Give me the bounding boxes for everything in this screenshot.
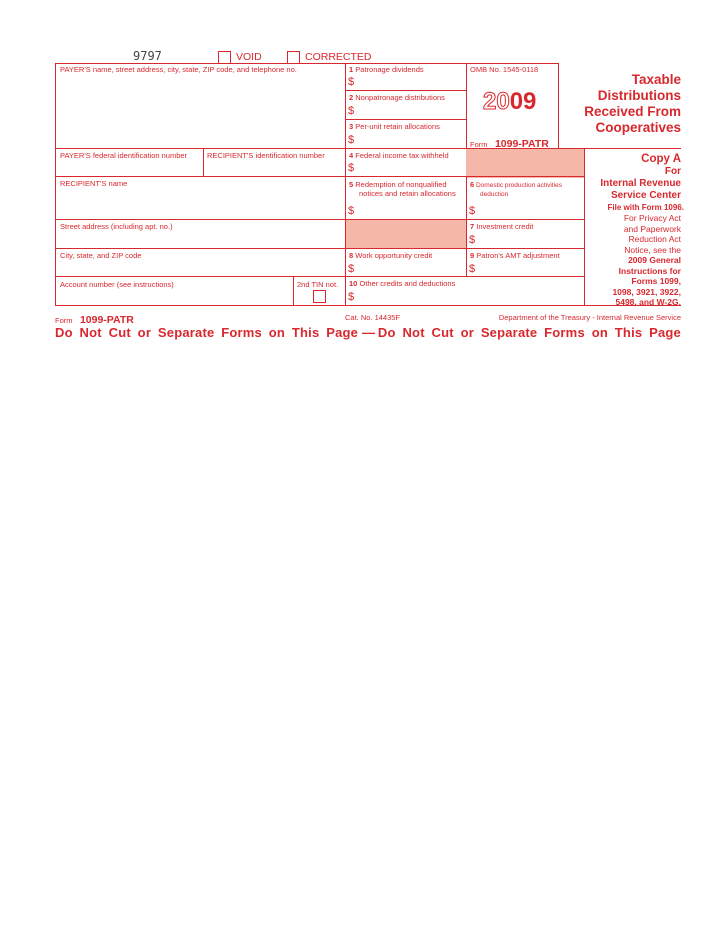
box5-dollar: $ — [348, 205, 355, 217]
box9-number: 9 — [470, 251, 475, 260]
box10-label — [349, 279, 455, 288]
box6-number: 6 — [470, 180, 475, 189]
form-name: 1099-PATR — [494, 138, 549, 150]
box2-text: Nonpatronage distributions — [355, 93, 445, 102]
box6-dollar: $ — [469, 205, 476, 217]
box7-dollar: $ — [469, 234, 476, 246]
second-tin-label: 2nd TIN not. — [297, 280, 339, 289]
payer-fid-field[interactable] — [56, 161, 202, 175]
copy-notice-6: Instructions for — [618, 265, 681, 276]
copy-notice-7: Forms 1099, — [631, 276, 681, 286]
second-tin-checkbox[interactable] — [313, 290, 326, 303]
city-field[interactable] — [56, 261, 344, 275]
box4-label — [349, 151, 449, 160]
form-code: 9797 — [133, 49, 162, 63]
footer-form-word: Form — [55, 316, 73, 325]
box8-label — [349, 251, 432, 260]
payer-name-field[interactable] — [56, 75, 344, 147]
box5-label — [349, 180, 456, 198]
copy-file-with: File with Form 1096. — [607, 203, 684, 212]
copy-a-panel — [561, 152, 684, 308]
box8-number: 8 — [349, 251, 354, 260]
form-title-line3: Received From — [584, 104, 681, 119]
tax-year-suffix: 09 — [509, 88, 537, 115]
box7-number: 7 — [470, 222, 475, 231]
box9-text: Patron's AMT adjustment — [476, 251, 560, 260]
cut-warning-right: Do Not Cut or Separate Forms on This Page — [377, 325, 681, 340]
payer-fid-label: PAYER'S federal identification number — [60, 151, 188, 160]
copy-for: For — [664, 166, 681, 177]
form-title-line4: Cooperatives — [595, 120, 681, 135]
box1-dollar: $ — [348, 76, 355, 88]
omb-number: OMB No. 1545-0118 — [470, 65, 539, 74]
copy-irs-2: Service Center — [610, 190, 681, 201]
box3-dollar: $ — [348, 134, 355, 146]
box9-label — [470, 251, 560, 260]
recipient-name-field[interactable] — [56, 189, 344, 218]
form-title-line2: Distributions — [597, 88, 681, 103]
copy-notice-9: 5498, and W-2G. — [615, 297, 681, 307]
recipient-id-field[interactable] — [204, 161, 344, 175]
copy-notice-5: 2009 General — [628, 255, 681, 265]
form-title-line1: Taxable — [631, 72, 681, 87]
box7-text: Investment credit — [476, 222, 534, 231]
form-name-top — [470, 134, 549, 152]
box6-text-1: Domestic production activities — [475, 182, 562, 189]
box3-label — [349, 122, 440, 131]
copy-notice-2: and Paperwork — [623, 223, 681, 234]
box2-field[interactable] — [358, 105, 464, 118]
catalog-number: Cat. No. 14435F — [345, 313, 401, 322]
box4-text: Federal income tax withheld — [355, 151, 449, 160]
box1-label — [349, 65, 424, 74]
box5-number: 5 — [349, 180, 354, 189]
copy-notice-3: Reduction Act — [628, 234, 681, 244]
box10-text: Other credits and deductions — [359, 279, 456, 288]
box10-dollar: $ — [348, 291, 355, 303]
box8-text: Work opportunity credit — [355, 251, 433, 260]
cut-warning-left: Do Not Cut or Separate Forms on This Page — [55, 325, 359, 340]
recipient-name-label: RECIPIENT'S name — [60, 179, 128, 188]
box7-label — [470, 222, 533, 231]
box2-dollar: $ — [348, 105, 355, 117]
account-field[interactable] — [56, 290, 292, 304]
box2-label — [349, 93, 445, 102]
account-label: Account number (see instructions) — [60, 280, 174, 289]
recipient-id-label: RECIPIENT'S identification number — [207, 151, 325, 160]
box3-text: Per-unit retain allocations — [355, 122, 440, 131]
box1-field[interactable] — [358, 76, 464, 89]
box5-text-2: notices and retain allocations — [359, 189, 456, 198]
box1-number: 1 — [349, 65, 354, 74]
box5-text-1: Redemption of nonqualified — [355, 180, 447, 189]
void-label: VOID — [236, 51, 262, 63]
payer-name-label: PAYER'S name, street address, city, state, ZIP code, and telephone no. — [60, 65, 297, 74]
copy-a-heading: Copy A — [641, 153, 681, 165]
box2-number: 2 — [349, 93, 354, 102]
box8-dollar: $ — [348, 263, 355, 275]
corrected-label: CORRECTED — [305, 51, 372, 63]
box3-field[interactable] — [358, 134, 464, 147]
department: Department of the Treasury - Internal Revenue Service — [498, 313, 681, 322]
tax-year — [483, 89, 536, 115]
copy-notice-4: Notice, see the — [624, 244, 681, 255]
street-label: Street address (including apt. no.) — [60, 222, 173, 231]
box3-number: 3 — [349, 122, 354, 131]
box10-field[interactable] — [358, 291, 583, 304]
box1-text: Patronage dividends — [355, 65, 424, 74]
box6-label — [470, 180, 562, 199]
box10-number: 10 — [349, 279, 358, 288]
box4-dollar: $ — [348, 162, 355, 174]
tax-year-prefix: 20 — [483, 88, 510, 115]
shaded-box-left-of-7 — [345, 219, 466, 248]
city-label: City, state, and ZIP code — [60, 251, 142, 260]
box4-field[interactable] — [358, 162, 464, 175]
box5-field[interactable] — [358, 205, 464, 218]
box9-dollar: $ — [469, 263, 476, 275]
form-word: Form — [470, 140, 488, 149]
copy-notice-8: 1098, 3921, 3922, — [612, 286, 681, 297]
box8-field[interactable] — [358, 263, 464, 275]
copy-notice-1: For Privacy Act — [623, 213, 681, 223]
cut-warning-dash: — — [362, 325, 376, 340]
copy-irs-1: Internal Revenue — [600, 178, 681, 189]
box4-number: 4 — [349, 151, 354, 160]
footer-form-label: 1099-PATR — [79, 314, 134, 326]
street-field[interactable] — [56, 232, 344, 247]
form-title — [584, 72, 681, 136]
box6-text-2: deduction — [480, 191, 509, 198]
